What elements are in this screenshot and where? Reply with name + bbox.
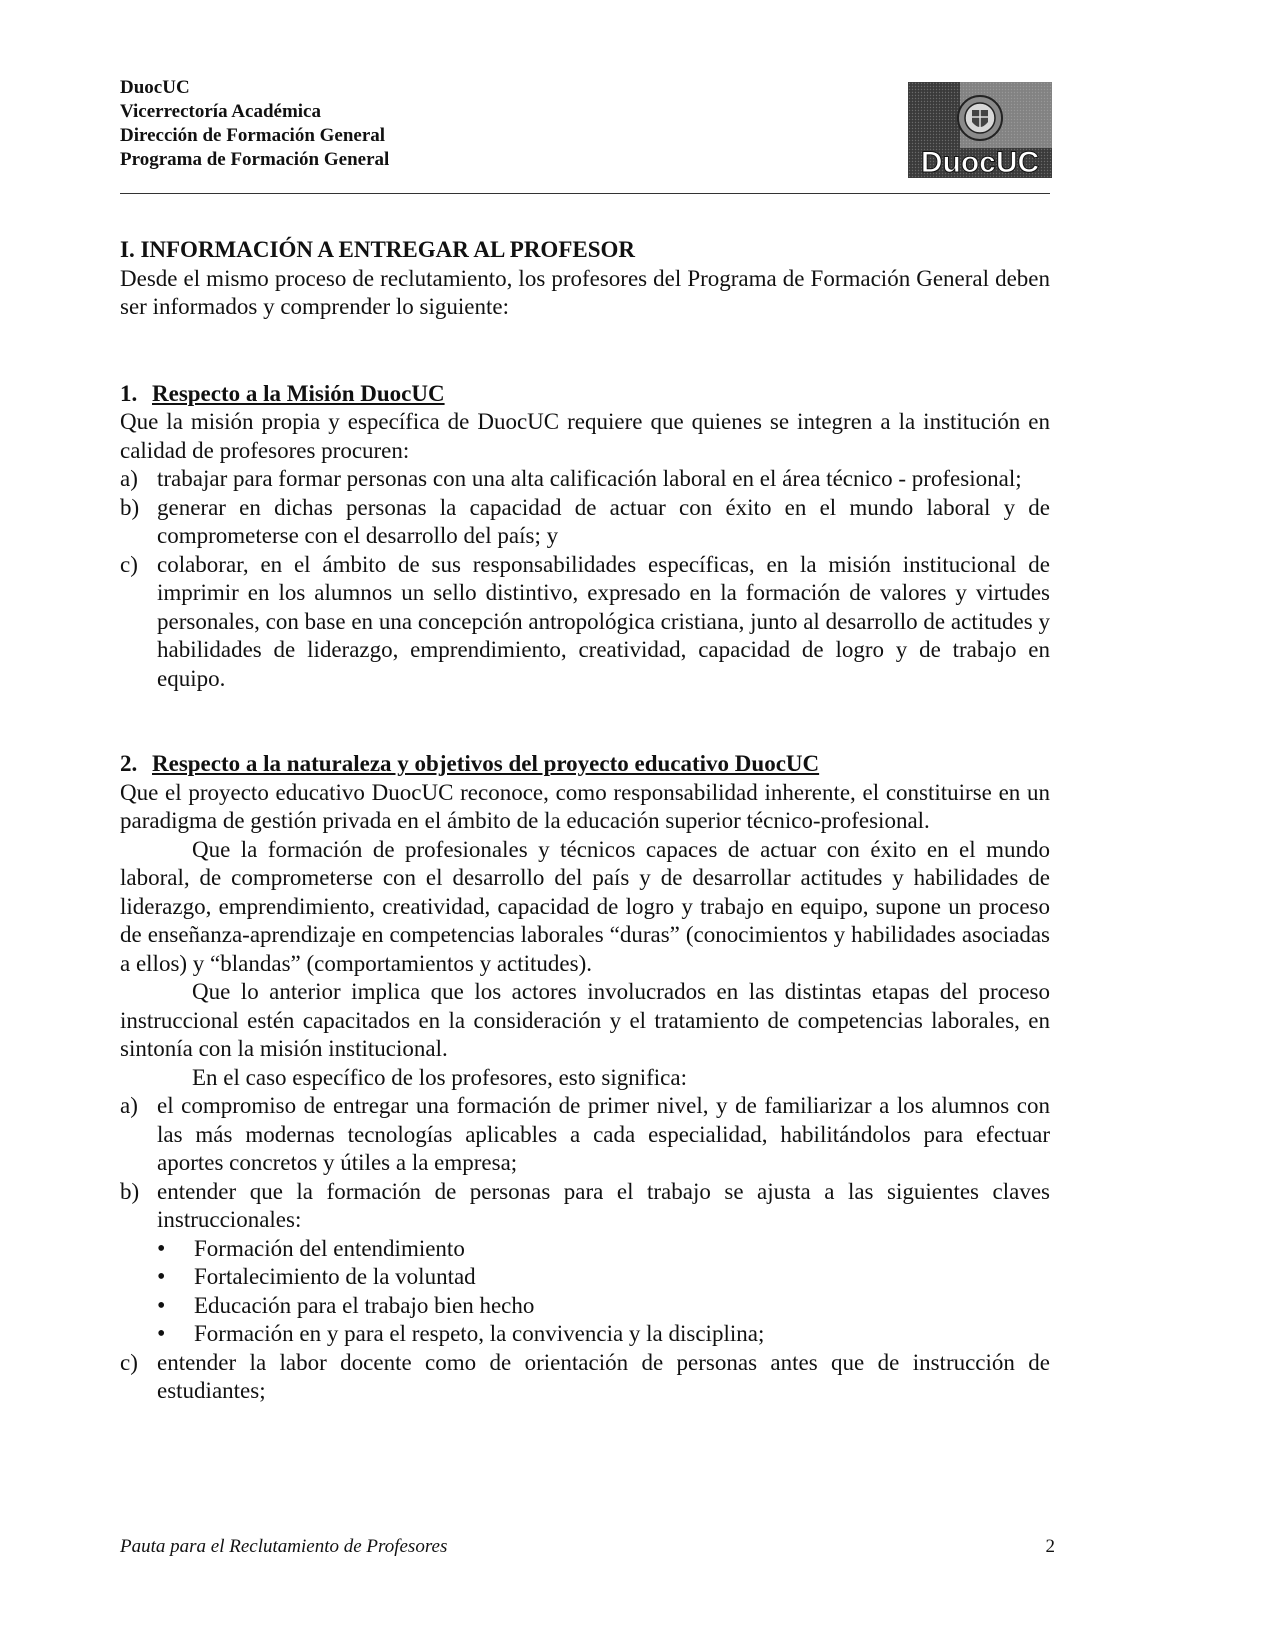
list-item: c) colaborar, en el ámbito de sus responsabilidades específicas, en la misión institucional de imprimir en los alumnos un sello distintivo, expresado en la formación de valores y virtudes personales, con base en una concepción antropológica cristiana, junto al desarrollo de actitudes y habilidades de liderazgo, emprendimiento, creatividad, capacidad de logro y de trabajo en equipo.	[120, 551, 1050, 691]
list-item: a) trabajar para formar personas con una alta calificación laboral en el área técnico - profesional;	[120, 466, 1022, 491]
subsection-1-heading: 1. Respecto a la Misión DuocUC	[120, 380, 445, 406]
section-intro: Desde el mismo proceso de reclutamiento, los profesores del Programa de Formación General deben ser informados y comprender lo siguiente:	[120, 265, 1050, 319]
header-line: Dirección de Formación General	[120, 125, 386, 146]
bullet-item: • Educación para el trabajo bien hecho	[120, 1292, 1050, 1321]
section-title: I. INFORMACIÓN A ENTREGAR AL PROFESOR	[120, 237, 636, 262]
subsection-1-title: Respecto a la Misión DuocUC	[152, 380, 445, 406]
document-body	[120, 236, 1050, 1406]
bullet-item: • Formación del entendimiento	[120, 1235, 1050, 1264]
header-line: DuocUC	[120, 77, 190, 98]
paragraph: Que la formación de profesionales y técnicos capaces de actuar con éxito en el mundo laboral, de comprometerse con el desarrollo del país y de desarrollar actitudes y habilidades de liderazgo, emprendimiento, creatividad, capacidad de logro y trabajo en equipo, supone un proceso de enseñanza-aprendizaje en competencias laborales “duras” (conocimientos y habilidades asociadas a ellos) y “blandas” (comportamientos y actitudes).	[120, 836, 1050, 976]
paragraph: En el caso específico de los profesores, esto significa:	[192, 1064, 687, 1090]
crest-icon	[958, 96, 1002, 140]
header-line: Programa de Formación General	[120, 149, 390, 170]
institution-header	[120, 76, 389, 172]
subsection-2-title: Respecto a la naturaleza y objetivos del proyecto educativo DuocUC	[152, 751, 820, 776]
paragraph: Que lo anterior implica que los actores involucrados en las distintas etapas del proceso instruccional estén capacitados en la consideración y el tratamiento de competencias laborales, en sintonía con la misión institucional.	[120, 979, 1050, 1061]
subsection-1-lead: Que la misión propia y específica de DuocUC requiere que quienes se integren a la institución en calidad de profesores procuren:	[120, 409, 1050, 463]
page-number: 2	[1045, 1536, 1055, 1557]
bullet-item: • Formación en y para el respeto, la convivencia y la disciplina;	[120, 1320, 1050, 1349]
bullet-item: • Fortalecimiento de la voluntad	[120, 1263, 1050, 1292]
page-footer	[120, 1536, 1055, 1558]
list-item: c) entender la labor docente como de orientación de personas antes que de instrucción de estudiantes;	[120, 1349, 1050, 1403]
header-divider	[120, 193, 1050, 194]
list-item: b) entender que la formación de personas para el trabajo se ajusta a las siguientes claves instruccionales:	[120, 1178, 1050, 1232]
footer-title: Pauta para el Reclutamiento de Profesores	[120, 1536, 448, 1557]
bullet-list	[120, 1235, 1050, 1349]
duocuc-logo	[908, 82, 1052, 178]
list-item: a) el compromiso de entregar una formación de primer nivel, y de familiarizar a los alumnos con las más modernas tecnologías aplicables a cada especialidad, habilitándolos para efectuar aportes concretos y útiles a la empresa;	[120, 1093, 1050, 1175]
list-item: b) generar en dichas personas la capacidad de actuar con éxito en el mundo laboral y de comprometerse con el desarrollo del país; y	[120, 494, 1050, 548]
subsection-2-heading: 2. Respecto a la naturaleza y objetivos del proyecto educativo DuocUC	[120, 751, 820, 776]
paragraph: Que el proyecto educativo DuocUC reconoce, como responsabilidad inherente, el constituirse en un paradigma de gestión privada en el ámbito de la educación superior técnico-profesional.	[120, 779, 1050, 833]
header-line: Vicerrectoría Académica	[120, 101, 321, 122]
logo-wordmark: DuocUC	[920, 146, 1040, 178]
